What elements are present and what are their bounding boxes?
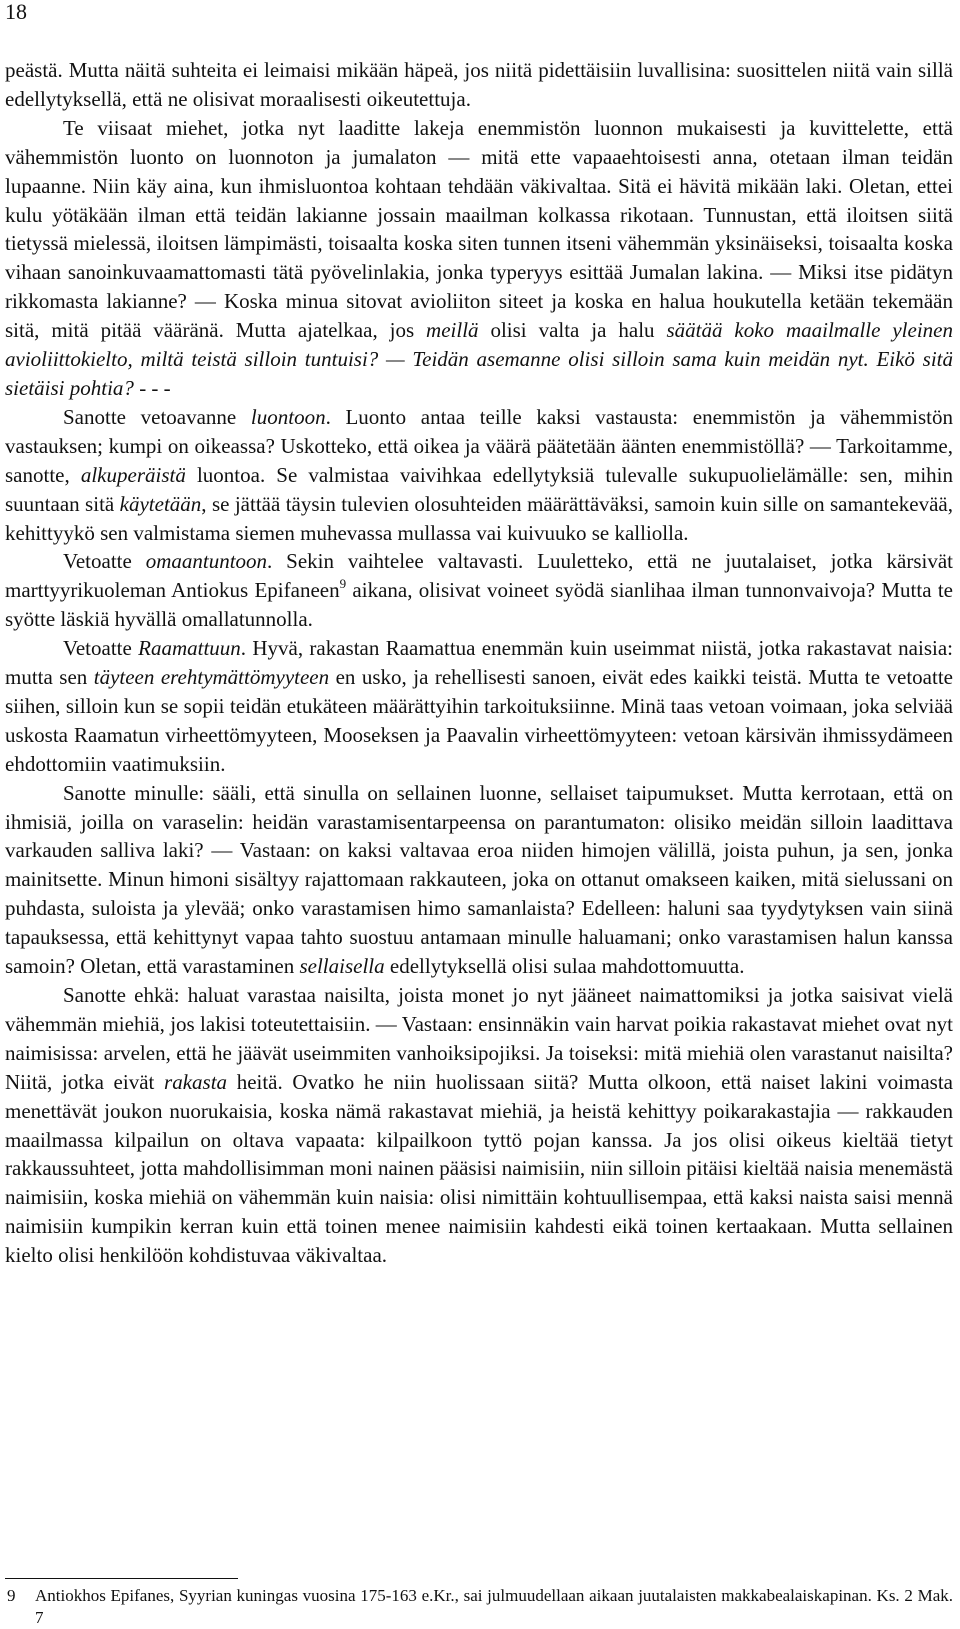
paragraph: [5, 114, 953, 403]
text-segment: . Sekin vaihtelee valtavasti. Luuletteko, että ne juutalaiset, jotka kärsivät marttyyrikuoleman Antiokus Epifaneen: [5, 549, 953, 603]
page-number: 18: [5, 0, 27, 24]
text-segment: olisi valta ja halu: [478, 318, 667, 343]
footnote-number: 9: [7, 1586, 16, 1605]
footnote-reference: 9: [339, 576, 347, 592]
italic-text: omaantuntoon: [145, 549, 268, 574]
text-segment: Sanotte minulle: sääli, että sinulla on sellainen luonne, sellaiset taipumukset. Mutta kerrotaan, että on ihmisiä, joilla on varaselin: heidän varastamisentarpeensa on parantumaton: olisiko meidän silloin laadittava varkauden salliva laki? — Vastaan: on kaksi valtavaa eroa niiden himojen välillä, joista puhun, ja sen, jonka mainitsette. Minun himoni sisältyy rajattomaan rakkauteen, joka on ottanut omakseen kaiken, mitä sielussani on puhdasta, suloista ja ylevää; onko varastamisen himo samanlaista? Edelleen: haluni saa tyydytyksen vain siinä tapauksessa, että kehittynyt vapaa tahto suostuu antamaan minulle haluamani; onko varastamisen halun kanssa samoin? Oletan, että varastaminen: [5, 780, 953, 979]
italic-text: alkuperäistä: [80, 462, 186, 487]
text-segment: . Hyvä, rakastan Raamattua enemmän kuin useimmat niistä, jotka rakastavat naisia: mutta sen: [5, 636, 953, 690]
italic-text: luontoon: [250, 404, 326, 429]
text-segment: Vetoatte: [63, 636, 139, 661]
italic-text: Raamattuun: [138, 636, 241, 661]
text-segment: , se jättää täysin tulevien olosuhteiden määrättäväksi, samoin kuin sille on samantekevää, kehittyykö sen valmistama siemen muhevassa mullassa vai kuivuuko se kalliolla.: [5, 491, 954, 545]
text-segment: heitä. Ovatko he niin huolissaan siitä? Mutta olkoon, että naiset lakini voimasta menettävät joukon nuorukaisia, koska nämä rakastavat miehiä, ja heistä kehittyy poikarakastajia — rakkauden maailmassa kilpailun on oltava vapaata: kilpailkoon tyttö pojan kanssa. Ja jos olisi oikeus kieltää tietyt rakkaussuhteet, jotta mahdollisimman moni nainen pääsisi naimisiin, niin silloin pitäisi kieltää naisia menemästä naimisiin, koska miehiä on vähemmän kuin naisia: olisi nimittäin kohtuullisempaa, että kaksi naista saisi mennä naimisiin kumpikin kerran kuin että toinen menee naimisiin kahdesti eikä toinen kertaakaan. Mutta sellainen kielto olisi henkilöön kohdistuvaa väkivaltaa.: [5, 1069, 953, 1268]
italic-text: meillä: [426, 318, 479, 343]
text-segment: - - -: [133, 375, 171, 400]
text-segment: luontoa. Se valmistaa vaivihkaa edellytyksiä tulevalle sukupuolielämälle: sen, mihin suuntaan sitä: [5, 462, 953, 516]
text-segment: peästä. Mutta näitä suhteita ei leimaisi mikään häpeä, jos niitä pidettäisiin luvallisina: suosittelen niitä vain sillä edellytyksellä, että ne olisivat moraalisesti oikeutettuja.: [5, 58, 953, 111]
text-segment: Sanotte vetoavanne: [63, 404, 251, 429]
text-segment: en usko, ja rehellisesti sanoen, eivät edes kaikki teistä. Mutta te vetoatte siihen, silloin kun se sopii teidän etukäteen määrättyihin tarkoituksiinne. Minä taas vetoan voimaan, joka selviää uskosta Raamatun virheettömyyteen, Mooseksen ja Paavalin virheettömyyteen: vetoan kärsivän ihmissydämeen ehdottomiin vaatimuksiin.: [5, 665, 953, 776]
paragraph: [5, 403, 953, 548]
text-segment: aikana, olisivat voineet syödä sianlihaa ilman tunnonvaivoja? Mutta te syötte läskiä hyvällä omallatunnolla.: [5, 578, 953, 632]
italic-text: säätää koko maailmalle yleinen avioliittokielto, miltä teistä silloin tuntuisi? — Teidän asemanne olisi silloin sama kuin meidän nyt. Eikö sitä sietäisi pohtia?: [5, 318, 953, 400]
footnote-separator: [5, 1578, 238, 1579]
italic-text: sellaisella: [299, 954, 385, 979]
text-segment: Sanotte ehkä: haluat varastaa naisilta, joista monet jo nyt jääneet naimattomiksi ja jotka saisivat vielä vähemmän miehiä, jos lakisi toteutettaisiin. — Vastaan: ensinnäkin vain harvat poikia rakastavat miehet ovat nyt naimisissa: arvelen, että he jäävät useimmiten vanhoiksipojiksi. Ja toiseksi: mitä miehiä olen varastanut naisilta? Niitä, jotka eivät: [5, 983, 953, 1094]
text-segment: Vetoatte: [63, 549, 146, 574]
italic-text: käytetään: [119, 491, 202, 516]
text-segment: Te viisaat miehet, jotka nyt laaditte lakeja enemmistön luonnon mukaisesti ja kuvittelette, että vähemmistön luonto on luonnoton ja jumalaton — mitä ette vapaaehtoisesti anna, otetaan ilman teidän lupaanne. Niin käy aina, kun ihmisluontoa kohtaan tehdään väkivaltaa. Sitä ei hävitä mikään laki. Oletan, ettei kulu yötäkään ilman että teidän lakianne jossain maailman kolkassa rikotaan. Tunnustan, että iloitsen siitä tietyssä mielessä, iloitsen lämpimästi, toisaalta koska siten tunnen itseni vähemmän yksinäiseksi, toisaalta koska vihaan sanoinkuvaamattomasti tätä pyövelinlakia, jonka typeryys esittää Jumalan lakina. — Miksi itse pidätyn rikkomasta lakianne? — Koska minua sitovat avioliiton siteet ja koska en halua houkutella ketään tekemään sitä, mitä pitää vääränä. Mutta ajatelkaa, jos: [5, 115, 953, 343]
text-segment: edellytyksellä olisi sulaa mahdottomuutta.: [384, 954, 745, 979]
italic-text: täyteen erehtymättömyyteen: [93, 665, 330, 690]
footnote: [5, 1585, 953, 1629]
footnote-text: Antiokhos Epifanes, Syyrian kuningas vuosina 175-163 e.Kr., sai julmuudellaan aikaan juutalaisten makkabealaiskapinan. Ks. 2 Mak. 7: [35, 1586, 953, 1627]
paragraph: [5, 634, 953, 779]
text-segment: . Luonto antaa teille kaksi vastausta: enemmistön ja vähemmistön vastauksen; kumpi on oikeassa? Uskotteko, että oikea ja väärä päätetään äänten enemmistöllä? — Tarkoitamme, sanotte,: [5, 404, 954, 487]
paragraph: [5, 547, 953, 634]
paragraph: [5, 56, 953, 114]
paragraph: [5, 779, 953, 981]
paragraph: [5, 981, 953, 1270]
italic-text: rakasta: [164, 1069, 228, 1094]
body-text: [5, 56, 953, 1270]
